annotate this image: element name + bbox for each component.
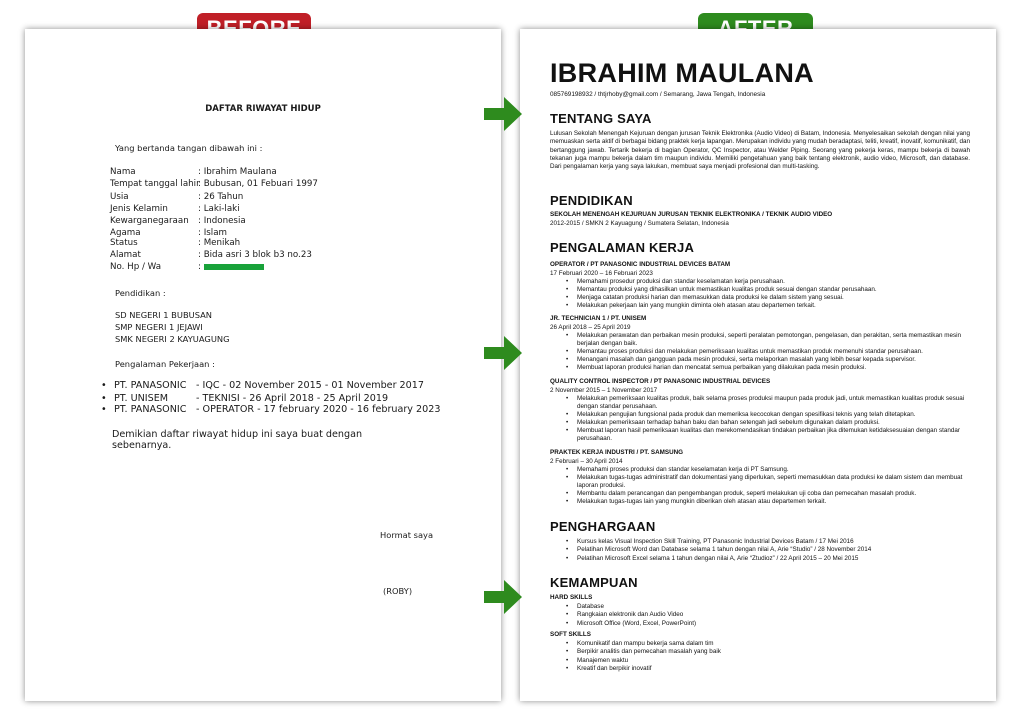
- skill-item: • Rangkaian elektronik dan Audio Video: [566, 611, 966, 619]
- old-job: • PT. PANASONIC - IQC - 02 November 2015 - 01 November 2017: [101, 380, 424, 391]
- old-row: No. Hp / Wa :: [110, 262, 264, 272]
- cv-job: OPERATOR / PT PANASONIC INDUSTRIAL DEVICES BATAM 17 Februari 2020 – 16 Februari 2023 • Memahami prosedur produksi dan standar keselamatan kerja perusahaan. • Memantau produksi yang dihasilkan untuk memastikan kualitas produk sesuai dengan standar perusahaan. • Menjaga catatan produksi harian dan memasukkan data produksi ke dalam sistem yang sesuai. • Melakukan pekerjaan lain yang mungkin diminta oleh atasan atau departemen terkait.: [550, 261, 970, 310]
- hard-skills-label: HARD SKILLS: [550, 594, 593, 601]
- old-row: Jenis Kelamin : Laki-laki: [110, 204, 240, 214]
- cv-contact: 085769198932 / thtjrhoby@gmail.com / Semarang, Jawa Tengah, Indonesia: [550, 91, 766, 98]
- old-row: Usia : 26 Tahun: [110, 192, 244, 202]
- before-document: [25, 29, 501, 701]
- cv-job: JR. TECHNICIAN 1 / PT. UNISEM 26 April 2018 – 25 April 2019 • Melakukan perawatan dan perbaikan mesin produksi, seperti peralatan pemotongan, pengelasan, dan perakitan, serta memastikan mesin berjalan dengan baik. • Memantau proses produksi dan melakukan pemeriksaan kualitas untuk memastikan produk memenuhi standar perusahaan. • Menangani masalah dan gangguan pada mesin produksi, serta melaporkan masalah yang lebih besar kepada supervisor. • Membuat laporan produksi harian dan mencatat semua perbaikan yang dilakukan pada mesin produksi.: [550, 315, 970, 372]
- job-bullet: • Melakukan pemeriksaan terhadap bahan baku dan bahan setengah jadi sebelum digunakan dalam produksi.: [566, 419, 970, 427]
- old-pendidikan-label: Pendidikan :: [115, 288, 166, 298]
- old-row: Kewarganegaraan : Indonesia: [110, 216, 246, 226]
- skill-item: • Komunikatif dan mampu bekerja sama dalam tim: [566, 640, 966, 648]
- old-signature: (ROBY): [383, 586, 413, 596]
- old-row: Nama : Ibrahim Maulana: [110, 167, 277, 177]
- cv-about-text: Lulusan Sekolah Menengah Kejuruan dengan jurusan Teknik Elektronika (Audio Video) di Batam, Indonesia. Menyelesaikan sekolah dengan nilai yang memuaskan serta aktif di berbagai bidang praktek kerja lapangan. Merupakan individu yang mudah beradaptasi, teliti, kreatif, inovatif, komunikatif, dan bertanggung jawab. Tertarik bekerja di bagian Operator, QC Inspector, atau Welder Piping. Seorang yang pekerja keras, mampu bekerja di bawah tekanan juga mampu bekerja dalam tim maupun individu. Memiliki pengetahuan yang baik tentang elektronik, audio video, Microsoft, dan database. Dari pengalaman kerja yang saya lakukan, membuat saya menjadi profesional dan multi-tasking.: [550, 130, 970, 171]
- cv-education: SEKOLAH MENENGAH KEJURUAN JURUSAN TEKNIK ELEKTRONIKA / TEKNIK AUDIO VIDEO 2012-2015 / SMKN 2 Kayuagung / Sumatera Selatan, Indonesia: [550, 211, 833, 227]
- job-bullet: • Menjaga catatan produksi harian dan memasukkan data produksi ke dalam sistem yang sesuai.: [566, 294, 970, 302]
- section-heading-pengalaman: PENGALAMAN KERJA: [550, 240, 695, 255]
- redaction-mark: [204, 264, 264, 270]
- job-bullet: • Memahami prosedur produksi dan standar keselamatan kerja perusahaan.: [566, 278, 970, 286]
- job-bullet: • Melakukan tugas-tugas administratif dan dokumentasi yang diperlukan, seperti memasukkan data produksi ke dalam sistem dan membuat laporan produksi.: [566, 474, 970, 490]
- arrow-right-icon: [484, 97, 522, 131]
- arrow-right-icon: [484, 580, 522, 614]
- job-bullet: • Melakukan perawatan dan perbaikan mesin produksi, seperti peralatan pemotongan, pengelasan, dan perakitan, serta memastikan mesin berjalan dengan baik.: [566, 332, 970, 348]
- cv-job: QUALITY CONTROL INSPECTOR / PT PANASONIC INDUSTRIAL DEVICES 2 November 2015 – 1 November 2017 • Melakukan pemeriksaan kualitas produk, baik selama proses produksi maupun pada produk jadi, untuk memastikan kualitas produk sesuai dengan standar perusahaan. • Melakukan pengujian fungsional pada produk dan memeriksa kecocokan dengan spesifikasi teknis yang telah ditetapkan. • Melakukan pemeriksaan terhadap bahan baku dan bahan setengah jadi sebelum digunakan dalam produksi. • Membuat laporan hasil pemeriksaan kualitas dan merekomendasikan tindakan perbaikan jika ditemukan ketidaksesuaian dengan standar perusahaan.: [550, 378, 970, 442]
- old-pengalaman-label: Pengalaman Pekerjaan :: [115, 359, 215, 369]
- old-job: • PT. UNISEM - TEKNISI - 26 April 2018 - 25 April 2019: [101, 393, 389, 404]
- job-bullet: • Melakukan pemeriksaan kualitas produk, baik selama proses produksi maupun pada produk jadi, untuk memastikan kualitas produk sesuai dengan standar perusahaan.: [566, 395, 970, 411]
- old-intro: Yang bertanda tangan dibawah ini :: [115, 143, 263, 153]
- old-closing: Demikian daftar riwayat hidup ini saya buat dengan sebenarnya.: [112, 429, 363, 451]
- old-school: SMP NEGERI 1 JEJAWI: [115, 322, 203, 332]
- old-row: Agama : Islam: [110, 228, 227, 238]
- skill-item: • Kreatif dan berpikir inovatif: [566, 665, 966, 673]
- soft-skills-list: [566, 640, 966, 674]
- old-school: SD NEGERI 1 BUBUSAN: [115, 310, 213, 320]
- old-row: Alamat : Bida asri 3 blok b3 no.23: [110, 250, 312, 260]
- section-heading-pendidikan: PENDIDIKAN: [550, 193, 633, 208]
- section-heading-kemampuan: KEMAMPUAN: [550, 575, 638, 590]
- skill-item: • Database: [566, 603, 966, 611]
- award-item: • Pelatihan Microsoft Excel selama 1 tahun dengan nilai A, Arie “Ztudioz” / 22 April 2015 – 20 Mei 2015: [566, 555, 966, 563]
- job-bullet: • Menangani masalah dan gangguan pada mesin produksi, serta melaporkan masalah yang lebih besar kepada supervisor.: [566, 356, 970, 364]
- cv-job: PRAKTEK KERJA INDUSTRI / PT. SAMSUNG 2 Februari – 30 April 2014 • Memahami proses produksi dan standar keselamatan kerja di PT Samsung. • Melakukan tugas-tugas administratif dan dokumentasi yang diperlukan, seperti memasukkan data produksi ke dalam sistem dan membuat laporan produksi. • Membantu dalam perancangan dan pengembangan produk, seperti melakukan uji coba dan pemecahan masalah produk. • Melakukan tugas-tugas lain yang mungkin diberikan oleh atasan atau departemen terkait.: [550, 449, 970, 506]
- section-heading-tentang: TENTANG SAYA: [550, 111, 652, 126]
- skill-item: • Microsoft Office (Word, Excel, PowerPoint): [566, 620, 966, 628]
- job-bullet: • Memantau produksi yang dihasilkan untuk memastikan kualitas produk sesuai dengan standar perusahaan.: [566, 286, 970, 294]
- cv-awards: [566, 538, 966, 563]
- job-bullet: • Melakukan pekerjaan lain yang mungkin diminta oleh atasan atau departemen terkait.: [566, 302, 970, 310]
- hard-skills-list: [566, 603, 966, 628]
- old-job: • PT. PANASONIC - OPERATOR - 17 february 2020 - 16 february 2023: [101, 404, 441, 415]
- job-bullet: • Memantau proses produksi dan melakukan pemeriksaan kualitas untuk memastikan produk memenuhi standar perusahaan.: [566, 348, 970, 356]
- job-bullet: • Memahami proses produksi dan standar keselamatan kerja di PT Samsung.: [566, 466, 970, 474]
- award-item: • Pelatihan Microsoft Word dan Database selama 1 tahun dengan nilai A, Arie “Studio” / 28 November 2014: [566, 546, 966, 554]
- skill-item: • Berpikir analitis dan pemecahan masalah yang baik: [566, 648, 966, 656]
- old-row: Tempat tanggal lahir: Bubusan, 01 Febuari 1997: [110, 179, 318, 189]
- old-hormat: Hormat saya: [380, 530, 434, 540]
- old-school: SMK NEGERI 2 KAYUAGUNG: [115, 334, 230, 344]
- cv-name: IBRAHIM MAULANA: [550, 58, 814, 88]
- soft-skills-label: SOFT SKILLS: [550, 631, 591, 638]
- after-document: [520, 29, 996, 701]
- job-bullet: • Melakukan tugas-tugas lain yang mungkin diberikan oleh atasan atau departemen terkait.: [566, 498, 970, 506]
- job-bullet: • Membuat laporan hasil pemeriksaan kualitas dan merekomendasikan tindakan perbaikan jika ditemukan ketidaksesuaian dengan standar perusahaan.: [566, 427, 970, 443]
- skill-item: • Manajemen waktu: [566, 657, 966, 665]
- old-title: DAFTAR RIWAYAT HIDUP: [205, 104, 321, 114]
- arrow-right-icon: [484, 336, 522, 370]
- section-heading-penghargaan: PENGHARGAAN: [550, 519, 656, 534]
- old-row: Status : Menikah: [110, 238, 241, 248]
- award-item: • Kursus kelas Visual Inspection Skill Training, PT Panasonic Industrial Devices Batam / 17 Mei 2016: [566, 538, 966, 546]
- job-bullet: • Melakukan pengujian fungsional pada produk dan memeriksa kecocokan dengan spesifikasi teknis yang telah ditetapkan.: [566, 411, 970, 419]
- job-bullet: • Membantu dalam perancangan dan pengembangan produk, seperti melakukan uji coba dan pemecahan masalah produk.: [566, 490, 970, 498]
- job-bullet: • Membuat laporan produksi harian dan mencatat semua perbaikan yang dilakukan pada mesin produksi.: [566, 364, 970, 372]
